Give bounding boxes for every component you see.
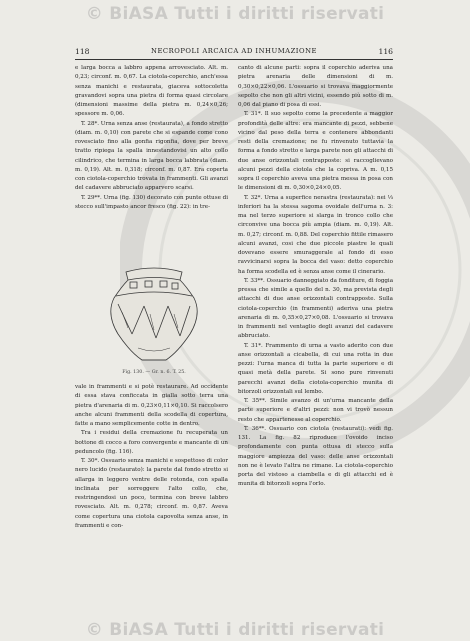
running-title: NECROPOLI ARCAICA AD INHUMAZIONE	[151, 47, 317, 55]
page-number-left: 118	[75, 47, 90, 56]
right-column	[238, 64, 393, 628]
left-column-top	[75, 64, 228, 262]
figure-caption: Fig. 130. — Gr. n. 6. T. 25.	[122, 370, 186, 375]
paragraph: T. 28*. Urna senza anse (restaurata), a fondo stretto (diam. m. 0,10) con parete che si espande come cono rovesciato fino alla gonfia rigonfia, dove per breve tratto ripiega la spalla innestandovisi un alto collo cilindrico, che termina in larga bocca labbrata (diam. m. 0,19). Alt. m. 0,318; circonf. m. 0,87. Era coperta con ciotola-coperchio trovata in frammenti. Gli avanzi del cadavere abbruciato apparvero scarsi.	[75, 120, 228, 192]
page-header	[75, 47, 393, 59]
paragraph: T. 32*. Urna a superfice nerastra (restaurata): nei ⅓ inferiori ha la stessa sagoma ovoidale dell'urna n. 3: ma nel terzo superiore si slarga in tronco collo che circonvive una bocca più ampia (diam. m. 0,19). Alt. m. 0,27; circonf. m. 0,88. Del coperchio fittile rimasero alcuni avanzi, cosi che due piccole piastre le quali dovevano essere smuraggerale al fondo di esso ravvicinarsi sopra la bocca del vaso: detto coperchio ha forma scodella ed è senza anse come il cinerario.	[238, 194, 393, 275]
paragraph: canto di alcune parti: sopra il coperchio aderiva una pietra arenaria delle dimensioni di m. 0,30×0,22×0,06. L'ossuario si trovava maggiormente sepolto che non gli altri vicini, essendo più sotto di m. 0,06 dal piano di posa di essi.	[238, 65, 393, 108]
urn-illustration	[88, 262, 220, 370]
paragraph: T. 29**. Urna (fig. 130) decorato con punte ottuse di stecco sull'impasto ancor fresco (fig. 22): in tre-	[75, 194, 228, 210]
header-rule	[75, 59, 393, 60]
paragraph: T. 31*. Frammento di urna a vasto aderito con due anse orizzontali a cicabella, di cui una rotta in due pezzi: l'urna manca di tutta la parte superiore e di quasi metà della parete. Si sono pure rinvenuti parecchi avanzi della ciotola-coperchio munita di bitorzoli orizzontali sul lembo.	[238, 342, 393, 395]
paragraph: T. 31*. Il suo sepolto come la precedente a maggior profondità delle altre: era mancante di pezzi, sebbene vicino dal peso della terra e contenere abbondanti resti della cremazione; ne fu rinvenuto tuttavia la forma a fondo stretto e larga parete non gli attacchi di due anse orizzontali contrapposte: si raccoglievano alcuni pezzi della ciotola che la copriva. A m. 0,15 sopra il coperchio aveva una pietra messa in posa con le dimensioni di m. 0,30×0,24×0,05.	[238, 111, 393, 192]
paragraph: vale in frammenti e si potè restaurare. Ad occidente di essa stava conficcata in gialla sotto terra una pietra d'arenaria di m. 0,23×0,11×0,10. Si raccolsero anche alcuni frammenti della scodella di copertura, fatte a mano semplicemente cotte in dentro.	[75, 384, 228, 427]
paragraph: T. 35**. Simile avanzo di un'urna mancante della parte superiore e d'altri pezzi: non vi trovò nessun resto che appartenesse al coperchio.	[238, 398, 393, 423]
paragraph: T. 30*. Ossuario senza manichi e sospettoso di color nero lucido (restaurato): la parete dal fondo stretto si allarga in leggero ventre delle rotonda, con spalla inclinata per sorreggere l'alto collo, che, restringendosi un poco, termina con breve labbro rovesciato. Alt. m. 0,278; circonf. m. 0,87. Aveva come copertura una ciotola capovolta senza anse, in frammenti e con-	[75, 458, 228, 529]
watermark-bottom: © BiASA Tutti i diritti riservati	[85, 620, 385, 640]
watermark-top: © BiASA Tutti i diritti riservati	[85, 4, 385, 24]
paragraph: e larga bocca a labbro appena arrovesciato. Alt. m. 0,23; circonf. m. 0,67. La ciotola-coperchio, anch'essa senza manichi e restaurata, giaceva sottocoletta gravandovi sopra una pietra di forma quasi circolare (dimensioni massime della pietra m. 0,24×0,26; spessore m. 0,06.	[75, 65, 228, 118]
paragraph: T. 36**. Ossuario con ciotola (restaurati): vedi fig. 131. La fig. 82 riproduce l'ovoido inciso profondamente con punta ottusa di stecco sulla maggiore ampiezza del vaso: delle anse orizzontali non ne è levato l'altra ne rimane. La ciotola-coperchio porta del vistoso a ciambella e di gli attacchi ed è munita di bitorzoli sopra l'orlo.	[238, 425, 393, 488]
left-column-bottom	[75, 383, 228, 628]
paragraph: T. 33**. Ossuario danneggiato da fonditure, di foggia pressa che simile a quello del n. 30, ma prevista degli attacchi di due anse orizzontali contrapposte. Sulla ciotola-coperchio (in frammenti) aderiva una pietra arenaria di m. 0,35×0,27×0,08. L'ossuario si trovava in frammenti nel ventaglio degli avanzi del cadavere abbruciato.	[238, 277, 393, 340]
paragraph: Tra i residui della cremazione fu recuperata un bottone di cocco a foro convergente e mancante di un peduncolo (fig. 116).	[75, 430, 228, 455]
page-number-right: 116	[378, 47, 393, 56]
